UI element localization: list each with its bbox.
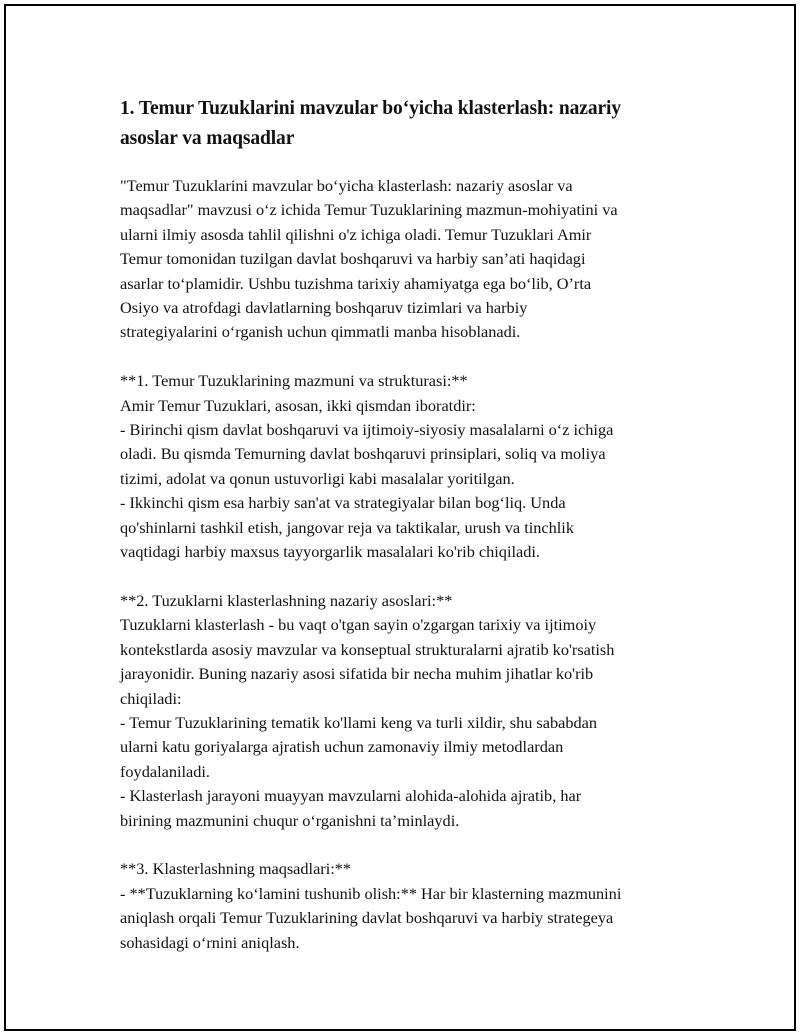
- text-line: ularni katu goriyalarga ajratish uchun zamonaviy ilmiy metodlardan: [120, 737, 564, 757]
- text-line: - Temur Tuzuklarining tematik ko'llami keng va turli xildir, shu sababdan: [120, 712, 597, 732]
- text-line: kontekstlarda asosiy mavzular va konseptual strukturalarni ajratib ko'rsatish: [120, 639, 615, 659]
- section-1-title: **1. Temur Tuzuklarining mazmuni va strukturasi:**: [120, 371, 468, 391]
- document-body: [120, 94, 692, 955]
- text-line: vaqtidagi harbiy maxsus tayyorgarlik masalalari ko'rib chiqiladi.: [120, 542, 540, 562]
- text-line: "Temur Tuzuklarini mavzular bo‘yicha klasterlash: nazariy asoslar va: [120, 176, 573, 195]
- paragraph-gap: [120, 564, 692, 588]
- text-line: sohasidagi o‘rnini aniqlash.: [120, 932, 300, 952]
- text-line: aniqlash orqali Temur Tuzuklarining davlat boshqaruvi va harbiy strategeya: [120, 908, 614, 928]
- section-2-title: **2. Tuzuklarni klasterlashning nazariy asoslari:**: [120, 590, 453, 610]
- text-line: asarlar to‘plamidir. Ushbu tuzishma tarixiy ahamiyatga ega bo‘lib, O’rta: [120, 273, 592, 293]
- text-line: foydalaniladi.: [120, 761, 210, 781]
- heading-line: 1. Temur Tuzuklarini mavzular bo‘yicha klasterlash: nazariy: [120, 98, 621, 119]
- section-heading: [120, 94, 692, 154]
- text-line: jarayonidir. Buning nazariy asosi sifatida bir necha muhim jihatlar ko'rib: [120, 664, 594, 684]
- section-3-title: **3. Klasterlashning maqsadlari:**: [120, 859, 352, 879]
- paragraph-gap: [120, 345, 692, 369]
- paragraph-gap: [120, 833, 692, 857]
- section-3-paragraph: [120, 857, 692, 955]
- text-line: oladi. Bu qismda Temurning davlat boshqaruvi prinsiplari, soliq va moliya: [120, 444, 606, 464]
- text-line: tizimi, adolat va qonun ustuvorligi kabi masalalar yoritilgan.: [120, 468, 515, 488]
- text-line: - Ikkinchi qism esa harbiy san'at va strategiyalar bilan bog‘liq. Unda: [120, 493, 566, 513]
- text-line: Tuzuklarni klasterlash - bu vaqt o'tgan sayin o'zgargan tarixiy va ijtimoiy: [120, 615, 597, 635]
- text-line: Osiyo va atrofdagi davlatlarning boshqaruv tizimlari va harbiy: [120, 298, 528, 318]
- section-1-paragraph: [120, 369, 692, 564]
- text-line: - Birinchi qism davlat boshqaruvi va ijtimoiy-siyosiy masalalarni o‘z ichiga: [120, 420, 614, 440]
- text-line: Amir Temur Tuzuklari, asosan, ikki qismdan iboratdir:: [120, 395, 476, 415]
- text-line: - **Tuzuklarning ko‘lamini tushunib olish:** Har bir klasterning mazmunini: [120, 883, 622, 903]
- text-line: chiqiladi:: [120, 688, 182, 708]
- text-line: qo'shinlarni tashkil etish, jangovar reja va taktikalar, urush va tinchlik: [120, 517, 574, 537]
- text-line: strategiyalarini o‘rganish uchun qimmatli manba hisoblanadi.: [120, 322, 521, 342]
- text-line: maqsadlar" mavzusi o‘z ichida Temur Tuzuklarining mazmun-mohiyatini va: [120, 200, 618, 220]
- intro-paragraph: [120, 174, 692, 345]
- section-2-paragraph: [120, 589, 692, 833]
- text-line: ularni ilmiy asosda tahlil qilishni o'z ichiga oladi. Temur Tuzuklari Amir: [120, 224, 592, 244]
- document-page: [4, 4, 796, 1031]
- text-line: - Klasterlash jarayoni muayyan mavzularni alohida-alohida ajratib, har: [120, 786, 582, 806]
- heading-line: asoslar va maqsadlar: [120, 128, 295, 149]
- text-line: birining mazmunini chuqur o‘rganishni ta’minlaydi.: [120, 810, 460, 830]
- text-line: Temur tomonidan tuzilgan davlat boshqaruvi va harbiy san’ati haqidagi: [120, 249, 586, 269]
